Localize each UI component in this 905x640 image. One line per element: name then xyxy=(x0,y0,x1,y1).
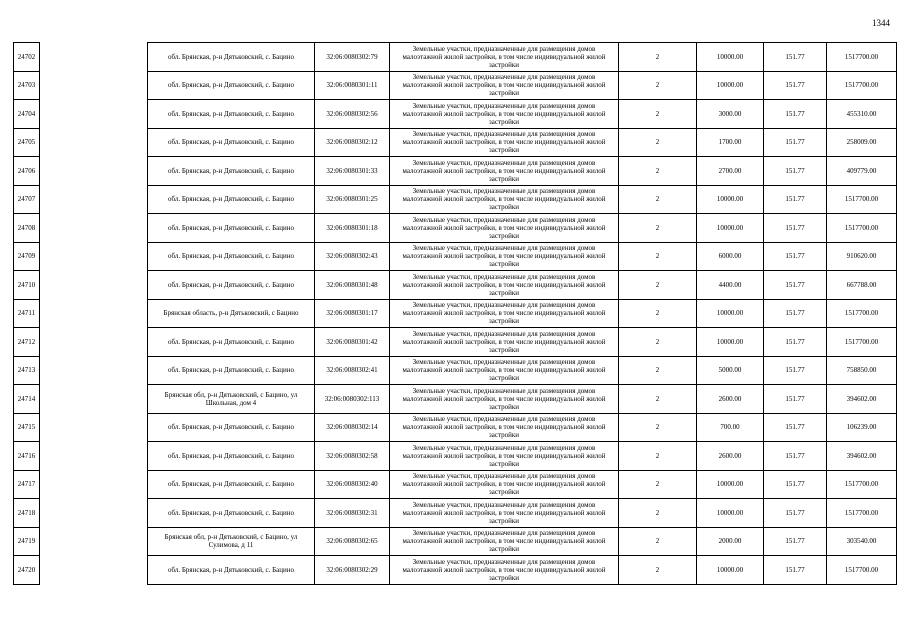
gap-cell xyxy=(40,556,148,585)
area-cell: 700.00 xyxy=(697,413,764,442)
table-row xyxy=(14,556,897,585)
area-cell: 10000.00 xyxy=(697,185,764,214)
land-use-cell: Земельные участки, предназначенные для размещения домов малоэтажной жилой застройки, в том числе индивидуальной жилой застройки xyxy=(390,556,619,585)
land-use-cell: Земельные участки, предназначенные для размещения домов малоэтажной жилой застройки, в том числе индивидуальной жилой застройки xyxy=(390,100,619,129)
gap-cell xyxy=(40,499,148,528)
table-row xyxy=(14,71,897,100)
category-cell: 2 xyxy=(619,185,697,214)
gap-cell xyxy=(40,185,148,214)
category-cell: 2 xyxy=(619,242,697,271)
row-number-cell: 24718 xyxy=(14,499,40,528)
cadastral-value-cell: 1517700.00 xyxy=(827,185,897,214)
area-cell: 2600.00 xyxy=(697,442,764,471)
area-cell: 10000.00 xyxy=(697,43,764,72)
address-cell: обл. Брянская, р-н Дятьковский, с. Бацино xyxy=(148,556,315,585)
cadastral-value-cell: 455310.00 xyxy=(827,100,897,129)
cadastral-value-cell: 1517700.00 xyxy=(827,214,897,243)
gap-cell xyxy=(40,157,148,186)
gap-cell xyxy=(40,413,148,442)
area-cell: 10000.00 xyxy=(697,328,764,357)
land-use-cell: Земельные участки, предназначенные для размещения домов малоэтажной жилой застройки, в том числе индивидуальной жилой застройки xyxy=(390,71,619,100)
category-cell: 2 xyxy=(619,271,697,300)
cadastral-value-cell: 394602.00 xyxy=(827,442,897,471)
gap-cell xyxy=(40,470,148,499)
address-cell: обл. Брянская, р-н Дятьковский, с. Бацино xyxy=(148,43,315,72)
table-row xyxy=(14,299,897,328)
address-cell: обл. Брянская, р-н Дятьковский, с. Бацино xyxy=(148,470,315,499)
cadastral-number-cell: 32:06:0080301:17 xyxy=(315,299,390,328)
land-use-cell: Земельные участки, предназначенные для размещения домов малоэтажной жилой застройки, в том числе индивидуальной жилой застройки xyxy=(390,442,619,471)
specific-value-cell: 151.77 xyxy=(764,356,827,385)
row-number-cell: 24719 xyxy=(14,527,40,556)
gap-cell xyxy=(40,128,148,157)
address-cell: обл. Брянская, р-н Дятьковский, с. Бацино xyxy=(148,128,315,157)
land-use-cell: Земельные участки, предназначенные для размещения домов малоэтажной жилой застройки, в том числе индивидуальной жилой застройки xyxy=(390,385,619,414)
row-number-cell: 24704 xyxy=(14,100,40,129)
cadastral-value-cell: 1517700.00 xyxy=(827,71,897,100)
table-row xyxy=(14,214,897,243)
area-cell: 10000.00 xyxy=(697,556,764,585)
specific-value-cell: 151.77 xyxy=(764,470,827,499)
row-number-cell: 24717 xyxy=(14,470,40,499)
area-cell: 2600.00 xyxy=(697,385,764,414)
table-row xyxy=(14,499,897,528)
cadastral-value-cell: 667788.00 xyxy=(827,271,897,300)
address-cell: Брянская область, р-н Дятьковский, с Бацино xyxy=(148,299,315,328)
land-use-cell: Земельные участки, предназначенные для размещения домов малоэтажной жилой застройки, в том числе индивидуальной жилой застройки xyxy=(390,43,619,72)
row-number-cell: 24714 xyxy=(14,385,40,414)
land-use-cell: Земельные участки, предназначенные для размещения домов малоэтажной жилой застройки, в том числе индивидуальной жилой застройки xyxy=(390,242,619,271)
table-row xyxy=(14,43,897,72)
cadastral-number-cell: 32:06:0080302:41 xyxy=(315,356,390,385)
gap-cell xyxy=(40,214,148,243)
gap-cell xyxy=(40,527,148,556)
gap-cell xyxy=(40,242,148,271)
address-cell: обл. Брянская, р-н Дятьковский, с. Бацино xyxy=(148,356,315,385)
table-row xyxy=(14,242,897,271)
land-use-cell: Земельные участки, предназначенные для размещения домов малоэтажной жилой застройки, в том числе индивидуальной жилой застройки xyxy=(390,299,619,328)
specific-value-cell: 151.77 xyxy=(764,413,827,442)
address-cell: обл. Брянская, р-н Дятьковский, с. Бацино xyxy=(148,499,315,528)
cadastral-number-cell: 32:06:0080302:40 xyxy=(315,470,390,499)
category-cell: 2 xyxy=(619,385,697,414)
specific-value-cell: 151.77 xyxy=(764,128,827,157)
area-cell: 2700.00 xyxy=(697,157,764,186)
row-number-cell: 24705 xyxy=(14,128,40,157)
category-cell: 2 xyxy=(619,157,697,186)
area-cell: 1700.00 xyxy=(697,128,764,157)
category-cell: 2 xyxy=(619,71,697,100)
cadastral-value-cell: 106239.00 xyxy=(827,413,897,442)
cadastral-value-cell: 758850.00 xyxy=(827,356,897,385)
cadastral-value-cell: 258009.00 xyxy=(827,128,897,157)
row-number-cell: 24703 xyxy=(14,71,40,100)
table-row xyxy=(14,271,897,300)
cadastral-number-cell: 32:06:0080301:11 xyxy=(315,71,390,100)
specific-value-cell: 151.77 xyxy=(764,328,827,357)
cadastral-number-cell: 32:06:0080301:25 xyxy=(315,185,390,214)
land-use-cell: Земельные участки, предназначенные для размещения домов малоэтажной жилой застройки, в том числе индивидуальной жилой застройки xyxy=(390,185,619,214)
category-cell: 2 xyxy=(619,527,697,556)
area-cell: 6000.00 xyxy=(697,242,764,271)
table-body xyxy=(14,43,897,585)
cadastral-number-cell: 32:06:0080302:79 xyxy=(315,43,390,72)
category-cell: 2 xyxy=(619,43,697,72)
table-row xyxy=(14,470,897,499)
area-cell: 10000.00 xyxy=(697,71,764,100)
row-number-cell: 24712 xyxy=(14,328,40,357)
cadastral-number-cell: 32:06:0080302:12 xyxy=(315,128,390,157)
specific-value-cell: 151.77 xyxy=(764,214,827,243)
land-use-cell: Земельные участки, предназначенные для размещения домов малоэтажной жилой застройки, в том числе индивидуальной жилой застройки xyxy=(390,499,619,528)
specific-value-cell: 151.77 xyxy=(764,157,827,186)
specific-value-cell: 151.77 xyxy=(764,271,827,300)
category-cell: 2 xyxy=(619,356,697,385)
specific-value-cell: 151.77 xyxy=(764,299,827,328)
category-cell: 2 xyxy=(619,413,697,442)
cadastral-value-cell: 1517700.00 xyxy=(827,499,897,528)
cadastral-number-cell: 32:06:0080302:65 xyxy=(315,527,390,556)
table-row xyxy=(14,413,897,442)
gap-cell xyxy=(40,100,148,129)
land-use-cell: Земельные участки, предназначенные для размещения домов малоэтажной жилой застройки, в том числе индивидуальной жилой застройки xyxy=(390,157,619,186)
table-row xyxy=(14,442,897,471)
table-row xyxy=(14,185,897,214)
cadastral-value-cell: 1517700.00 xyxy=(827,43,897,72)
cadastral-value-table xyxy=(13,42,897,585)
land-use-cell: Земельные участки, предназначенные для размещения домов малоэтажной жилой застройки, в том числе индивидуальной жилой застройки xyxy=(390,527,619,556)
address-cell: обл. Брянская, р-н Дятьковский, с. Бацино xyxy=(148,242,315,271)
table-row xyxy=(14,128,897,157)
cadastral-number-cell: 32:06:0080302:29 xyxy=(315,556,390,585)
row-number-cell: 24707 xyxy=(14,185,40,214)
category-cell: 2 xyxy=(619,470,697,499)
cadastral-number-cell: 32:06:0080302:58 xyxy=(315,442,390,471)
area-cell: 10000.00 xyxy=(697,499,764,528)
address-cell: обл. Брянская, р-н Дятьковский, с. Бацино xyxy=(148,157,315,186)
address-cell: обл. Брянская, р-н Дятьковский, с. Бацино xyxy=(148,271,315,300)
land-use-cell: Земельные участки, предназначенные для размещения домов малоэтажной жилой застройки, в том числе индивидуальной жилой застройки xyxy=(390,328,619,357)
row-number-cell: 24702 xyxy=(14,43,40,72)
gap-cell xyxy=(40,271,148,300)
specific-value-cell: 151.77 xyxy=(764,43,827,72)
land-use-cell: Земельные участки, предназначенные для размещения домов малоэтажной жилой застройки, в том числе индивидуальной жилой застройки xyxy=(390,470,619,499)
row-number-cell: 24716 xyxy=(14,442,40,471)
specific-value-cell: 151.77 xyxy=(764,527,827,556)
gap-cell xyxy=(40,385,148,414)
specific-value-cell: 151.77 xyxy=(764,499,827,528)
address-cell: обл. Брянская, р-н Дятьковский, с. Бацино xyxy=(148,185,315,214)
row-number-cell: 24710 xyxy=(14,271,40,300)
table-row xyxy=(14,527,897,556)
specific-value-cell: 151.77 xyxy=(764,185,827,214)
cadastral-number-cell: 32:06:0080302:31 xyxy=(315,499,390,528)
cadastral-value-cell: 303540.00 xyxy=(827,527,897,556)
cadastral-value-cell: 1517700.00 xyxy=(827,556,897,585)
land-use-cell: Земельные участки, предназначенные для размещения домов малоэтажной жилой застройки, в том числе индивидуальной жилой застройки xyxy=(390,271,619,300)
row-number-cell: 24711 xyxy=(14,299,40,328)
address-cell: Брянская обл, р-н Дятьковский, с Бацино, ул Сулимова, д 11 xyxy=(148,527,315,556)
specific-value-cell: 151.77 xyxy=(764,556,827,585)
area-cell: 3000.00 xyxy=(697,100,764,129)
specific-value-cell: 151.77 xyxy=(764,242,827,271)
cadastral-value-cell: 394602.00 xyxy=(827,385,897,414)
category-cell: 2 xyxy=(619,556,697,585)
gap-cell xyxy=(40,299,148,328)
address-cell: обл. Брянская, р-н Дятьковский, с. Бацино xyxy=(148,328,315,357)
land-use-cell: Земельные участки, предназначенные для размещения домов малоэтажной жилой застройки, в том числе индивидуальной жилой застройки xyxy=(390,356,619,385)
address-cell: обл. Брянская, р-н Дятьковский, с. Бацино xyxy=(148,100,315,129)
row-number-cell: 24715 xyxy=(14,413,40,442)
category-cell: 2 xyxy=(619,214,697,243)
category-cell: 2 xyxy=(619,499,697,528)
row-number-cell: 24709 xyxy=(14,242,40,271)
row-number-cell: 24720 xyxy=(14,556,40,585)
area-cell: 10000.00 xyxy=(697,299,764,328)
gap-cell xyxy=(40,71,148,100)
table-row xyxy=(14,356,897,385)
category-cell: 2 xyxy=(619,442,697,471)
cadastral-value-cell: 1517700.00 xyxy=(827,328,897,357)
cadastral-number-cell: 32:06:0080301:48 xyxy=(315,271,390,300)
specific-value-cell: 151.77 xyxy=(764,442,827,471)
table-row xyxy=(14,157,897,186)
cadastral-number-cell: 32:06:0080301:42 xyxy=(315,328,390,357)
address-cell: обл. Брянская, р-н Дятьковский, с. Бацино xyxy=(148,413,315,442)
gap-cell xyxy=(40,328,148,357)
land-use-cell: Земельные участки, предназначенные для размещения домов малоэтажной жилой застройки, в том числе индивидуальной жилой застройки xyxy=(390,128,619,157)
address-cell: обл. Брянская, р-н Дятьковский, с. Бацино xyxy=(148,442,315,471)
row-number-cell: 24706 xyxy=(14,157,40,186)
specific-value-cell: 151.77 xyxy=(764,100,827,129)
table-row xyxy=(14,385,897,414)
area-cell: 2000.00 xyxy=(697,527,764,556)
cadastral-value-cell: 910620.00 xyxy=(827,242,897,271)
address-cell: обл. Брянская, р-н Дятьковский, с. Бацино xyxy=(148,71,315,100)
cadastral-value-cell: 409779.00 xyxy=(827,157,897,186)
table-row xyxy=(14,100,897,129)
category-cell: 2 xyxy=(619,299,697,328)
category-cell: 2 xyxy=(619,100,697,129)
area-cell: 4400.00 xyxy=(697,271,764,300)
category-cell: 2 xyxy=(619,328,697,357)
area-cell: 5000.00 xyxy=(697,356,764,385)
address-cell: обл. Брянская, р-н Дятьковский, с. Бацино xyxy=(148,214,315,243)
cadastral-number-cell: 32:06:0080301:33 xyxy=(315,157,390,186)
land-use-cell: Земельные участки, предназначенные для размещения домов малоэтажной жилой застройки, в том числе индивидуальной жилой застройки xyxy=(390,413,619,442)
gap-cell xyxy=(40,356,148,385)
area-cell: 10000.00 xyxy=(697,470,764,499)
cadastral-number-cell: 32:06:0080302:14 xyxy=(315,413,390,442)
row-number-cell: 24708 xyxy=(14,214,40,243)
cadastral-value-cell: 1517700.00 xyxy=(827,470,897,499)
cadastral-number-cell: 32:06:0080302:56 xyxy=(315,100,390,129)
area-cell: 10000.00 xyxy=(697,214,764,243)
page-number: 1344 xyxy=(872,18,890,28)
row-number-cell: 24713 xyxy=(14,356,40,385)
gap-cell xyxy=(40,442,148,471)
specific-value-cell: 151.77 xyxy=(764,385,827,414)
cadastral-number-cell: 32:06:0080302:113 xyxy=(315,385,390,414)
gap-cell xyxy=(40,43,148,72)
cadastral-number-cell: 32:06:0080301:18 xyxy=(315,214,390,243)
cadastral-value-cell: 1517700.00 xyxy=(827,299,897,328)
category-cell: 2 xyxy=(619,128,697,157)
specific-value-cell: 151.77 xyxy=(764,71,827,100)
land-use-cell: Земельные участки, предназначенные для размещения домов малоэтажной жилой застройки, в том числе индивидуальной жилой застройки xyxy=(390,214,619,243)
cadastral-number-cell: 32:06:0080302:43 xyxy=(315,242,390,271)
address-cell: Брянская обл, р-н Дятьковский, с Бацино, ул Школьная, дом 4 xyxy=(148,385,315,414)
table-row xyxy=(14,328,897,357)
